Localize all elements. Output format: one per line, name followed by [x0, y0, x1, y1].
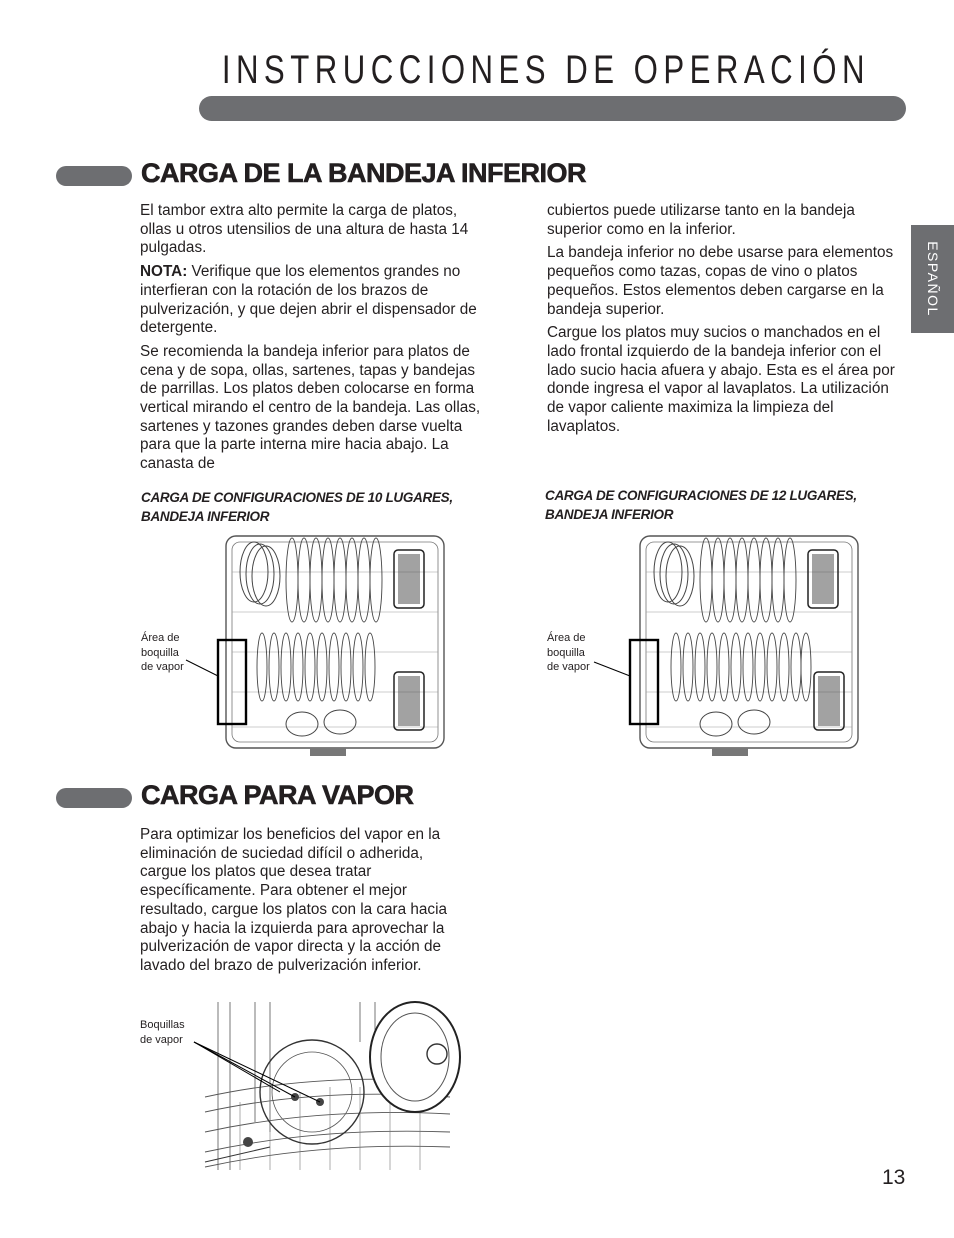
- rack-illustration-10-place: [222, 532, 448, 758]
- text-column-right: [547, 202, 903, 441]
- header-bar: [199, 96, 906, 121]
- figure-title-line: BANDEJA INFERIOR: [545, 507, 674, 522]
- paragraph: Se recomienda la bandeja inferior para platos de cena y de sopa, ollas, sartenes, tapas y bandejas de parrillas. Los platos deben colocarse en forma vertical mirando el centro de la bandeja. Las ollas, sartenes y tazones grandes deben darse vuelta para que la parte interna mire hacia abajo. La canasta de: [140, 342, 481, 473]
- note-paragraph: [140, 263, 482, 338]
- section-title-steam-loading: CARGA PARA VAPOR: [141, 780, 414, 810]
- text-column-steam: [140, 826, 470, 981]
- page-number: 13: [882, 1166, 906, 1189]
- figure-title-10-place: [141, 488, 453, 526]
- callout-line: de vapor: [140, 1033, 183, 1046]
- section-title-lower-rack: CARGA DE LA BANDEJA INFERIOR: [141, 158, 587, 188]
- figure-title-12-place: [545, 486, 857, 524]
- paragraph: El tambor extra alto permite la carga de platos, ollas u otros utensilios de una altura de hasta 14 pulgadas.: [140, 202, 469, 257]
- callout-steam-nozzle-area-left: [141, 631, 184, 675]
- language-tab-label: ESPAÑOL: [924, 241, 941, 317]
- figure-title-line: BANDEJA INFERIOR: [141, 509, 270, 524]
- section-marker: [56, 166, 132, 186]
- figure-title-line: CARGA DE CONFIGURACIONES DE 12 LUGARES,: [545, 488, 857, 503]
- figure-title-line: CARGA DE CONFIGURACIONES DE 10 LUGARES,: [141, 490, 453, 505]
- callout-steam-nozzles: [140, 1018, 185, 1047]
- paragraph: Cargue los platos muy sucios o manchados en el lado frontal izquierdo de la bandeja inferior con el lado sucio hacia afuera y abajo. Esta es el área por donde ingresa el vapor al lavaplatos. La utilización de vapor caliente maximiza la limpieza del lavaplatos.: [547, 324, 895, 435]
- text-column-left: [140, 202, 482, 479]
- page-header-title: INSTRUCCIONES DE OPERACIÓN: [221, 48, 870, 92]
- callout-line: de vapor: [547, 661, 590, 673]
- paragraph: cubiertos puede utilizarse tanto en la bandeja superior como en la inferior.: [547, 202, 855, 238]
- callout-line: boquilla: [141, 646, 179, 659]
- callout-steam-nozzle-area-right: [547, 631, 590, 675]
- callout-line: boquilla: [547, 646, 585, 659]
- language-tab: [911, 225, 954, 333]
- steam-nozzle-illustration: [200, 1002, 452, 1170]
- paragraph: Para optimizar los beneficios del vapor en la eliminación de suciedad difícil o adherida, cargue los platos que desea tratar específicamente. Para obtener el mejor resultado, cargue los platos con la cara hacia abajo y hacia la izquierda para aprovechar la pulverización de vapor directa y la acción de lavado del brazo de pulverización inferior.: [140, 826, 447, 974]
- callout-line: Boquillas: [140, 1019, 185, 1031]
- note-text: Verifique que los elementos grandes no interfieran con la rotación de los brazos de pulverización, y que dejen abrir el dispensador de detergente.: [140, 263, 477, 337]
- callout-line: Área de: [141, 632, 180, 644]
- note-label: NOTA:: [140, 263, 188, 281]
- section-marker: [56, 788, 132, 808]
- callout-line: Área de: [547, 632, 586, 644]
- callout-line: de vapor: [141, 661, 184, 673]
- paragraph: La bandeja inferior no debe usarse para elementos pequeños como tazas, copas de vino o platos pequeños. Estos elementos deben cargarse en la bandeja superior.: [547, 244, 894, 318]
- rack-illustration-12-place: [636, 532, 862, 758]
